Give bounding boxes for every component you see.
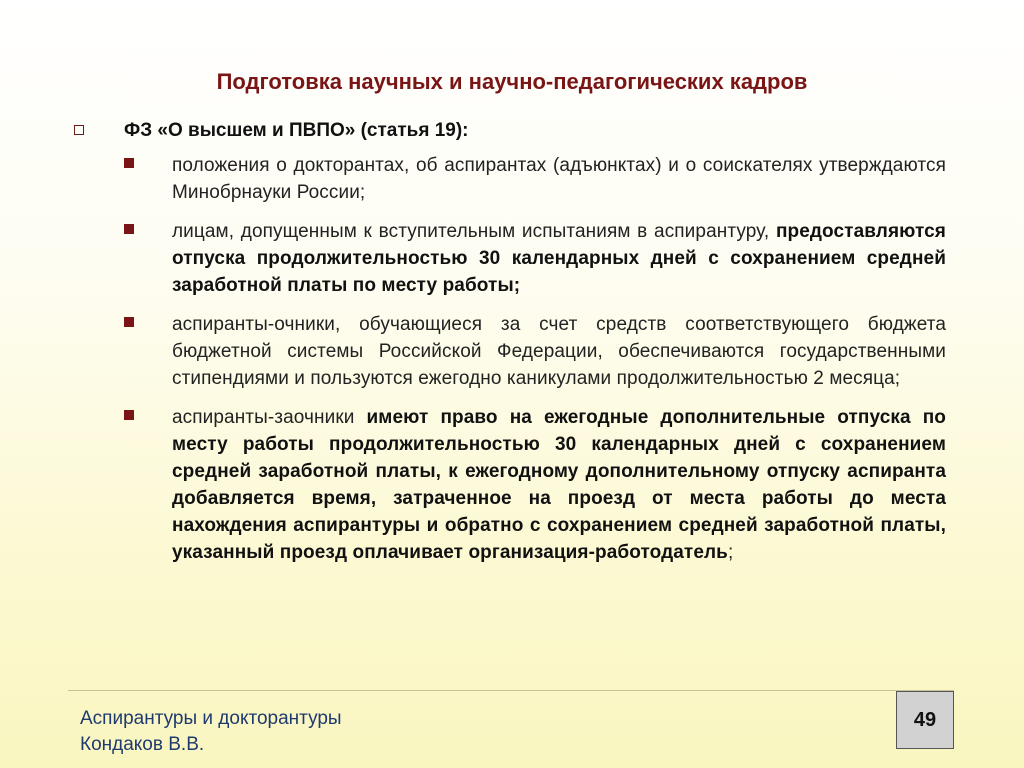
square-bullet-icon [124, 410, 134, 420]
square-bullet-icon [124, 317, 134, 327]
bullet-text [172, 218, 946, 299]
bullet-normal-text: лицам, допущенным к вступительным испытаниям в аспирантуру, [172, 221, 776, 242]
law-reference: ФЗ «О высшем и ПВПО» (статья 19): [124, 120, 469, 141]
list-item [124, 404, 946, 566]
bullet-normal-text: аспиранты-заочники [172, 407, 367, 428]
bullet-bold-text: предоставляются отпуска продолжительностью 30 календарных дней с сохранением средней заработной платы по месту работы; [172, 221, 946, 296]
level1-item [74, 120, 954, 142]
footer-author: Кондаков В.В. [80, 734, 205, 755]
bullet-bold-text: имеют право на ежегодные дополнительные отпуска по месту работы продолжительностью 30 календарных дней с сохранением средней заработной платы, к ежегодному дополнительному отпуску аспиранта добавляется время, затраченное на проезд от места работы до места нахождения аспирантуры и обратно с сохранением средней заработной платы, указанный проезд оплачивает организация-работодатель [172, 407, 946, 563]
list-item [124, 218, 946, 299]
bullet-normal-text: положения о докторантах, об аспирантах (адъюнктах) и о соискателях утверждаются Минобрнауки России; [172, 155, 946, 203]
list-item [124, 152, 946, 206]
bullet-text [172, 404, 946, 566]
bullet-normal-text: аспиранты-очники, обучающиеся за счет средств соответствующего бюджета бюджетной системы Российской Федерации, обеспечиваются государственными стипендиями и пользуются ежегодно каникулами продолжительностью 2 месяца; [172, 314, 946, 389]
square-bullet-icon [124, 158, 134, 168]
bullet-text [172, 152, 946, 206]
slide-title: Подготовка научных и научно-педагогических кадров [216, 69, 808, 94]
list-item [124, 311, 946, 392]
page-number: 49 [896, 691, 954, 749]
footer-course-title: Аспирантуры и докторантуры [80, 708, 342, 729]
hollow-square-bullet-icon [74, 125, 84, 135]
bullet-tail-text: ; [727, 542, 734, 563]
square-bullet-icon [124, 224, 134, 234]
bullet-text [172, 311, 946, 392]
bullet-list [124, 152, 946, 578]
footer-divider [68, 690, 954, 691]
footer [80, 706, 342, 758]
